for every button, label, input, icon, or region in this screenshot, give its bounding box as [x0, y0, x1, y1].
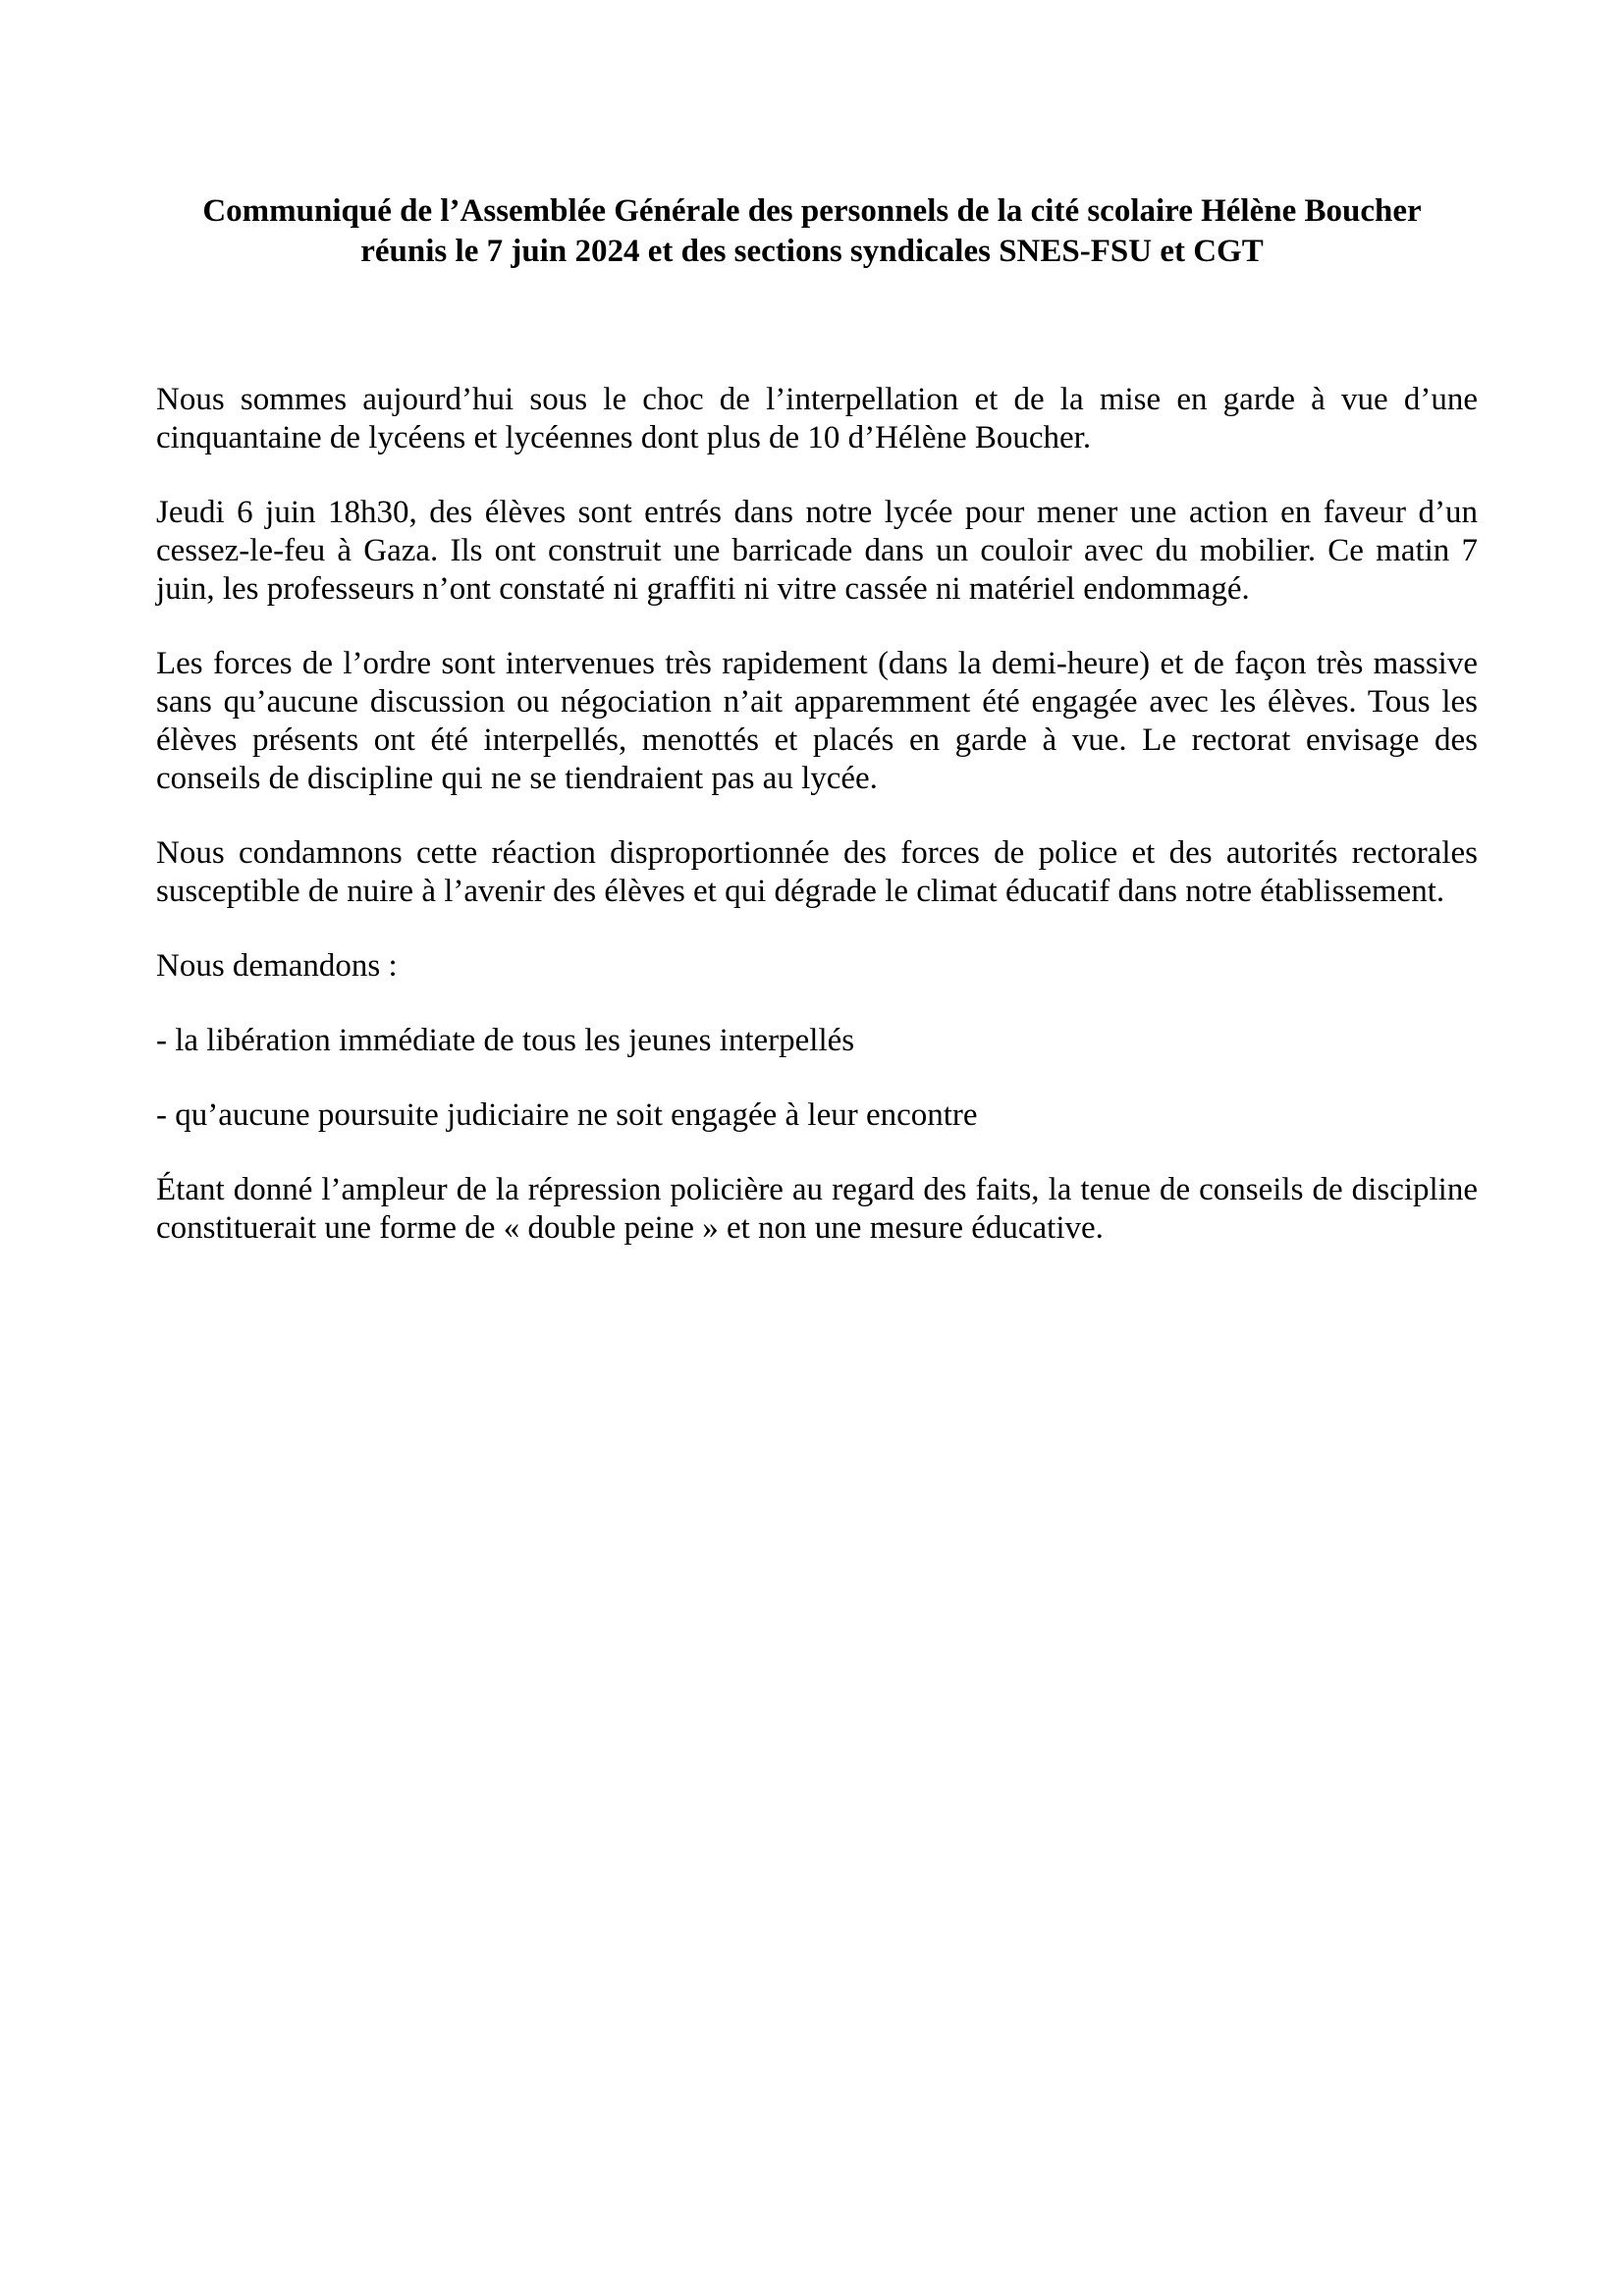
paragraph-intro: Nous sommes aujourd’hui sous le choc de l’interpellation et de la mise en garde à vue d’une cinquantaine de lycéens et lycéennes dont plus de 10 d’Hélène Boucher. [156, 382, 1478, 455]
document-title [137, 191, 1487, 272]
demand-item-release: - la libération immédiate de tous les jeunes interpellés [156, 1023, 855, 1058]
title-line-1: Communiqué de l’Assemblée Générale des personnels de la cité scolaire Hélène Boucher [202, 193, 1422, 229]
paragraph-demands-intro: Nous demandons : [156, 948, 398, 984]
paragraph-events: Jeudi 6 juin 18h30, des élèves sont entrés dans notre lycée pour mener une action en faveur d’un cessez-le-feu à Gaza. Ils ont construit une barricade dans un couloir avec du mobilier. Ce matin 7 juin, les professeurs n’ont constaté ni graffiti ni vitre cassée ni matériel endommagé. [156, 495, 1478, 607]
demand-item-no-prosecution: - qu’aucune poursuite judiciaire ne soit engagée à leur encontre [156, 1097, 978, 1133]
paragraph-conclusion: Étant donné l’ampleur de la répression policière au regard des faits, la tenue de conseils de discipline constituerait une forme de « double peine » et non une mesure éducative. [156, 1172, 1478, 1246]
paragraph-condemnation: Nous condamnons cette réaction disproportionnée des forces de police et des autorités rectorales susceptible de nuire à l’avenir des élèves et qui dégrade le climat éducatif dans notre établissement. [156, 835, 1478, 909]
title-line-2: réunis le 7 juin 2024 et des sections syndicales SNES-FSU et CGT [360, 234, 1264, 269]
paragraph-police-intervention: Les forces de l’ordre sont intervenues très rapidement (dans la demi-heure) et de façon très massive sans qu’aucune discussion ou négociation n’ait apparemment été engagée avec les élèves. Tous les élèves présents ont été interpellés, menottés et placés en garde à vue. Le rectorat envisage des conseils de discipline qui ne se tiendraient pas au lycée. [156, 646, 1478, 796]
document-body [156, 381, 1478, 1284]
